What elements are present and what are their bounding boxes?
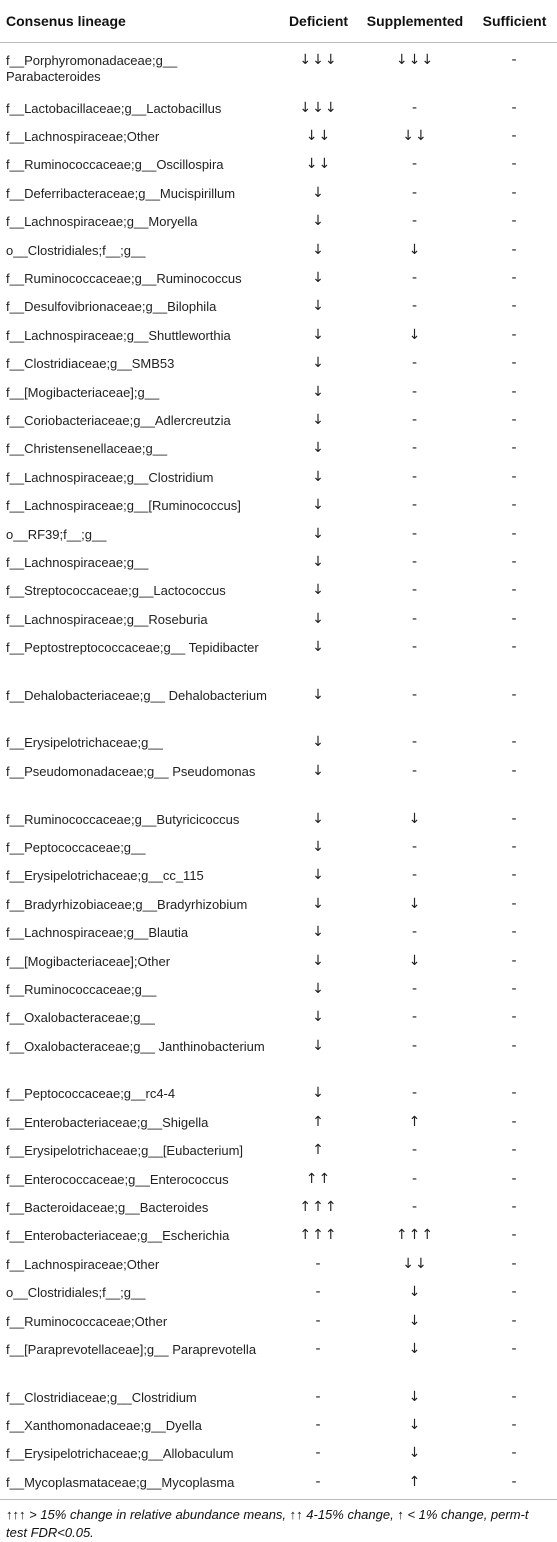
table-row [0, 437, 557, 465]
table-row [0, 1414, 557, 1442]
supplemented-cell: - [411, 734, 419, 751]
lineage-cell: f__Lachnospiraceae;g__Roseburia [6, 611, 208, 627]
sufficient-cell: - [511, 582, 518, 599]
deficient-cell: - [315, 1388, 322, 1405]
table-header [0, 0, 557, 43]
table-row [0, 125, 557, 153]
lineage-cell: f__Bacteroidaceae;g__Bacteroides [6, 1199, 209, 1215]
header-supplemented: Supplemented [358, 0, 472, 43]
table-row [0, 210, 557, 238]
supplemented-cell: - [411, 1170, 419, 1187]
supplemented-cell: - [411, 838, 419, 855]
table-row [0, 731, 557, 759]
supplemented-cell: ↑ [358, 1471, 472, 1500]
lineage-cell: f__Erysipelotrichaceae;g__cc_115 [6, 868, 204, 884]
lineage-cell: f__Christensenellaceae;g__ [6, 441, 168, 457]
table-row [0, 1310, 557, 1338]
deficient-cell: ↓ [312, 610, 325, 627]
deficient-cell: - [315, 1416, 322, 1433]
table-row [0, 921, 557, 949]
sufficient-cell: - [511, 610, 518, 627]
lineage-cell: f__Oxalobacteraceae;g__ [6, 1010, 155, 1026]
table-row [0, 466, 557, 494]
table-row [0, 636, 557, 684]
supplemented-cell: ↓ [408, 326, 422, 343]
table-row [0, 950, 557, 978]
lineage-cell: f__Dehalobacteriaceae;g__ Dehalobacterium [6, 687, 267, 703]
deficient-cell: ↓ [312, 686, 325, 703]
supplemented-cell: - [411, 440, 419, 457]
deficient-cell: ↓↓↓ [299, 52, 338, 68]
deficient-cell: ↓ [312, 1009, 325, 1026]
supplemented-cell: ↓ [408, 1388, 422, 1405]
sufficient-cell: - [511, 52, 518, 68]
header-sufficient: Sufficient [472, 0, 557, 43]
sufficient-cell: - [511, 1255, 518, 1272]
supplemented-cell: - [411, 497, 419, 514]
supplemented-cell: ↓ [408, 1340, 422, 1357]
deficient-cell: ↓ [312, 1037, 325, 1054]
deficient-cell: ↓ [312, 867, 325, 884]
table-row [0, 1338, 557, 1386]
table-row [0, 43, 557, 97]
sufficient-cell: - [511, 270, 518, 287]
lineage-cell: f__Mycoplasmataceae;g__Mycoplasma [0, 1471, 279, 1500]
supplemented-cell: - [411, 468, 419, 485]
lineage-cell: f__Lactobacillaceae;g__Lactobacillus [6, 100, 222, 116]
sufficient-cell: - [511, 980, 518, 997]
table-row [0, 267, 557, 295]
deficient-cell: ↓ [312, 213, 325, 230]
lineage-cell: f__Ruminococcaceae;g__Butyricicoccus [6, 811, 240, 827]
table-row [0, 352, 557, 380]
sufficient-cell: - [511, 1388, 518, 1405]
deficient-cell: - [315, 1284, 322, 1301]
deficient-cell: ↓ [312, 468, 325, 485]
supplemented-cell: - [411, 1009, 419, 1026]
supplemented-cell: - [411, 156, 419, 173]
sufficient-cell: - [511, 686, 518, 703]
table-row [0, 1196, 557, 1224]
supplemented-cell: ↑ [408, 1113, 422, 1130]
table-row [0, 239, 557, 267]
deficient-cell: ↓ [312, 270, 325, 287]
table-row [0, 551, 557, 579]
lineage-cell: f__[Mogibacteriaceae];Other [6, 953, 171, 969]
supplemented-cell: ↓ [408, 1312, 422, 1329]
table-row [0, 1281, 557, 1309]
table-row [0, 1471, 557, 1500]
table-row [0, 1253, 557, 1281]
sufficient-cell: - [511, 298, 518, 315]
supplemented-cell: ↓ [408, 952, 422, 969]
table-row [0, 153, 557, 181]
supplemented-cell: - [411, 270, 419, 287]
table-row [0, 381, 557, 409]
lineage-cell: f__Lachnospiraceae;g__Clostridium [6, 469, 214, 485]
sufficient-cell: - [511, 383, 518, 400]
supplemented-cell: ↑↑↑ [395, 1227, 435, 1244]
supplemented-cell: ↓ [408, 895, 422, 912]
sufficient-cell: - [511, 924, 518, 941]
table-row [0, 864, 557, 892]
lineage-cell: f__Erysipelotrichaceae;g__ [6, 735, 163, 751]
lineage-cell: f__Streptococcaceae;g__Lactococcus [6, 583, 226, 599]
sufficient-cell: - [511, 156, 518, 173]
sufficient-cell: - [511, 355, 518, 372]
lineage-cell: f__Desulfovibrionaceae;g__Bilophila [6, 299, 217, 315]
deficient-cell: ↓ [312, 525, 325, 542]
deficient-cell: ↓ [312, 952, 325, 969]
lineage-cell: f__Porphyromonadaceae;g__ Parabacteroides [6, 53, 178, 84]
table-row [0, 1168, 557, 1196]
sufficient-cell: - [511, 838, 518, 855]
lineage-cell: f__Clostridiaceae;g__SMB53 [6, 356, 175, 372]
deficient-cell: ↓ [312, 895, 325, 912]
lineage-cell: f__Enterobacteriaceae;g__Escherichia [6, 1228, 230, 1244]
table-row [0, 409, 557, 437]
sufficient-cell: - [511, 1009, 518, 1026]
table-body [0, 43, 557, 1500]
lineage-cell: f__Erysipelotrichaceae;g__Allobaculum [6, 1446, 234, 1462]
supplemented-cell: - [411, 686, 419, 703]
supplemented-cell: - [411, 383, 419, 400]
lineage-cell: f__Lachnospiraceae;Other [6, 1256, 160, 1272]
deficient-cell: ↑ [312, 1142, 325, 1159]
table-footnote: ↑↑↑ > 15% change in relative abundance means, ↑↑ 4-15% change, ↑ < 1% change, perm-t test FDR<0.05. [6, 1507, 529, 1541]
deficient-cell: ↓ [312, 411, 325, 428]
deficient-cell: ↓↓ [305, 156, 332, 173]
supplemented-cell: - [411, 184, 419, 201]
lineage-cell: f__Lachnospiraceae;g__Blautia [6, 925, 189, 941]
supplemented-cell: - [411, 867, 419, 884]
lineage-cell: f__Bradyrhizobiaceae;g__Bradyrhizobium [6, 896, 248, 912]
table-row [0, 324, 557, 352]
sufficient-cell: - [511, 1085, 518, 1102]
table-row [0, 97, 557, 125]
table-row [0, 1386, 557, 1414]
sufficient-cell: - [472, 1471, 557, 1500]
supplemented-cell: - [411, 639, 419, 656]
deficient-cell: ↓ [312, 355, 325, 372]
supplemented-cell: - [411, 762, 419, 779]
supplemented-cell: ↓ [408, 1416, 422, 1433]
deficient-cell: ↑↑ [305, 1170, 332, 1187]
supplemented-cell: ↓ [408, 241, 422, 258]
deficient-cell: ↓ [312, 734, 325, 751]
lineage-cell: f__Ruminococcaceae;g__ [6, 981, 157, 997]
sufficient-cell: - [511, 1170, 518, 1187]
lineage-cell: f__Lachnospiraceae;g__Moryella [6, 214, 198, 230]
sufficient-cell: - [511, 241, 518, 258]
supplemented-cell: - [411, 1037, 419, 1054]
supplemented-cell: - [411, 99, 419, 116]
deficient-cell: ↓ [312, 639, 325, 656]
lineage-cell: o__Clostridiales;f__;g__ [6, 1285, 146, 1301]
table-row [0, 494, 557, 522]
supplemented-cell: - [411, 582, 419, 599]
supplemented-cell: - [411, 355, 419, 372]
supplemented-cell: ↓ [408, 810, 422, 827]
sufficient-cell: - [511, 952, 518, 969]
table-row [0, 1139, 557, 1167]
supplemented-cell: - [411, 610, 419, 627]
lineage-cell: o__Clostridiales;f__;g__ [6, 242, 146, 258]
sufficient-cell: - [511, 810, 518, 827]
table-row [0, 1442, 557, 1470]
supplemented-cell: - [411, 1085, 419, 1102]
deficient-cell: - [279, 1471, 358, 1500]
table-row [0, 1006, 557, 1034]
supplemented-cell: ↓ [408, 1284, 422, 1301]
sufficient-cell: - [511, 1340, 518, 1357]
deficient-cell: ↓↓ [305, 128, 332, 145]
lineage-cell: f__Enterobacteriaceae;g__Shigella [6, 1114, 209, 1130]
lineage-cell: f__Peptococcaceae;g__ [6, 839, 146, 855]
deficient-cell: ↓ [312, 838, 325, 855]
deficient-cell: ↓ [312, 762, 325, 779]
table-row [0, 1035, 557, 1083]
table-row [0, 836, 557, 864]
lineage-cell: f__Clostridiaceae;g__Clostridium [6, 1389, 197, 1405]
lineage-cell: f__Lachnospiraceae;Other [6, 129, 160, 145]
sufficient-cell: - [511, 1445, 518, 1462]
deficient-cell: ↓↓↓ [299, 99, 338, 116]
sufficient-cell: - [511, 762, 518, 779]
lineage-cell: f__Oxalobacteraceae;g__ Janthinobacterium [6, 1038, 265, 1054]
supplemented-cell: - [411, 298, 419, 315]
sufficient-cell: - [511, 213, 518, 230]
supplemented-cell: ↓ [408, 1445, 422, 1462]
supplemented-cell: ↓↓ [402, 128, 428, 145]
deficient-cell: - [315, 1340, 322, 1357]
sufficient-cell: - [511, 468, 518, 485]
lineage-cell: f__Peptococcaceae;g__rc4-4 [6, 1086, 176, 1102]
deficient-cell: ↓ [312, 553, 325, 570]
lineage-cell: f__Ruminococcaceae;Other [6, 1313, 168, 1329]
lineage-cell: f__Enterococcaceae;g__Enterococcus [6, 1171, 229, 1187]
sufficient-cell: - [511, 440, 518, 457]
table-row [0, 978, 557, 1006]
sufficient-cell: - [511, 184, 518, 201]
deficient-cell: ↑↑↑ [299, 1227, 338, 1244]
deficient-cell: ↓ [312, 326, 325, 343]
supplemented-cell: ↓↓↓ [395, 52, 435, 68]
header-lineage: Consenus lineage [0, 0, 279, 43]
table-row [0, 684, 557, 732]
lineage-cell: f__Lachnospiraceae;g__ [6, 554, 149, 570]
sufficient-cell: - [511, 553, 518, 570]
table-row [0, 1111, 557, 1139]
lineage-cell: f__Erysipelotrichaceae;g__[Eubacterium] [6, 1143, 244, 1159]
sufficient-cell: - [511, 1113, 518, 1130]
supplemented-cell: - [411, 1198, 419, 1215]
sufficient-cell: - [511, 1142, 518, 1159]
deficient-cell: ↑↑↑ [299, 1198, 338, 1215]
sufficient-cell: - [511, 1037, 518, 1054]
supplemented-cell: - [411, 980, 419, 997]
lineage-cell: o__RF39;f__;g__ [6, 526, 107, 542]
deficient-cell: ↓ [312, 1085, 325, 1102]
supplemented-cell: ↓↓ [402, 1255, 428, 1272]
sufficient-cell: - [511, 525, 518, 542]
sufficient-cell: - [511, 734, 518, 751]
lineage-cell: f__Ruminococcaceae;g__Oscillospira [6, 157, 224, 173]
sufficient-cell: - [511, 867, 518, 884]
table-row [0, 523, 557, 551]
deficient-cell: - [315, 1312, 322, 1329]
lineage-cell: f__Deferribacteraceae;g__Mucispirillum [6, 185, 236, 201]
sufficient-cell: - [511, 326, 518, 343]
lineage-cell: f__Lachnospiraceae;g__Shuttleworthia [6, 327, 231, 343]
lineage-cell: f__Lachnospiraceae;g__[Ruminococcus] [6, 498, 241, 514]
table-row [0, 1224, 557, 1252]
sufficient-cell: - [511, 1416, 518, 1433]
sufficient-cell: - [511, 639, 518, 656]
sufficient-cell: - [511, 1284, 518, 1301]
sufficient-cell: - [511, 895, 518, 912]
supplemented-cell: - [411, 924, 419, 941]
sufficient-cell: - [511, 497, 518, 514]
table-row [0, 608, 557, 636]
sufficient-cell: - [511, 128, 518, 145]
deficient-cell: ↓ [312, 497, 325, 514]
lineage-cell: f__[Mogibacteriaceae];g__ [6, 384, 160, 400]
supplemented-cell: - [411, 1142, 419, 1159]
lineage-cell: f__Xanthomonadaceae;g__Dyella [6, 1417, 202, 1433]
table-row [0, 182, 557, 210]
deficient-cell: ↓ [312, 383, 325, 400]
sufficient-cell: - [511, 411, 518, 428]
deficient-cell: ↓ [312, 582, 325, 599]
lineage-cell: f__[Paraprevotellaceae];g__ Paraprevotella [6, 1341, 257, 1357]
table-row [0, 1082, 557, 1110]
sufficient-cell: - [511, 1198, 518, 1215]
deficient-cell: ↓ [312, 184, 325, 201]
table-row [0, 579, 557, 607]
deficient-cell: - [315, 1445, 322, 1462]
deficient-cell: ↓ [312, 980, 325, 997]
table-row [0, 295, 557, 323]
supplemented-cell: - [411, 213, 419, 230]
deficient-cell: ↓ [312, 440, 325, 457]
sufficient-cell: - [511, 1227, 518, 1244]
lineage-cell: f__Peptostreptococcaceae;g__ Tepidibacter [6, 640, 259, 656]
deficient-cell: ↓ [312, 924, 325, 941]
sufficient-cell: - [511, 99, 518, 116]
header-deficient: Deficient [279, 0, 358, 43]
lineage-cell: f__Pseudomonadaceae;g__ Pseudomonas [6, 763, 256, 779]
supplemented-cell: - [411, 525, 419, 542]
sufficient-cell: - [511, 1312, 518, 1329]
deficient-cell: ↓ [312, 241, 325, 258]
header-row [0, 0, 557, 43]
deficient-cell: ↓ [312, 810, 325, 827]
deficient-cell: ↑ [312, 1113, 325, 1130]
supplemented-cell: - [411, 553, 419, 570]
lineage-cell: f__Ruminococcaceae;g__Ruminococcus [6, 271, 242, 287]
table-row [0, 893, 557, 921]
table-row [0, 808, 557, 836]
lineage-cell: f__Coriobacteriaceae;g__Adlercreutzia [6, 412, 231, 428]
table-row [0, 760, 557, 808]
deficient-cell: - [315, 1255, 322, 1272]
deficient-cell: ↓ [312, 298, 325, 315]
supplemented-cell: - [411, 411, 419, 428]
